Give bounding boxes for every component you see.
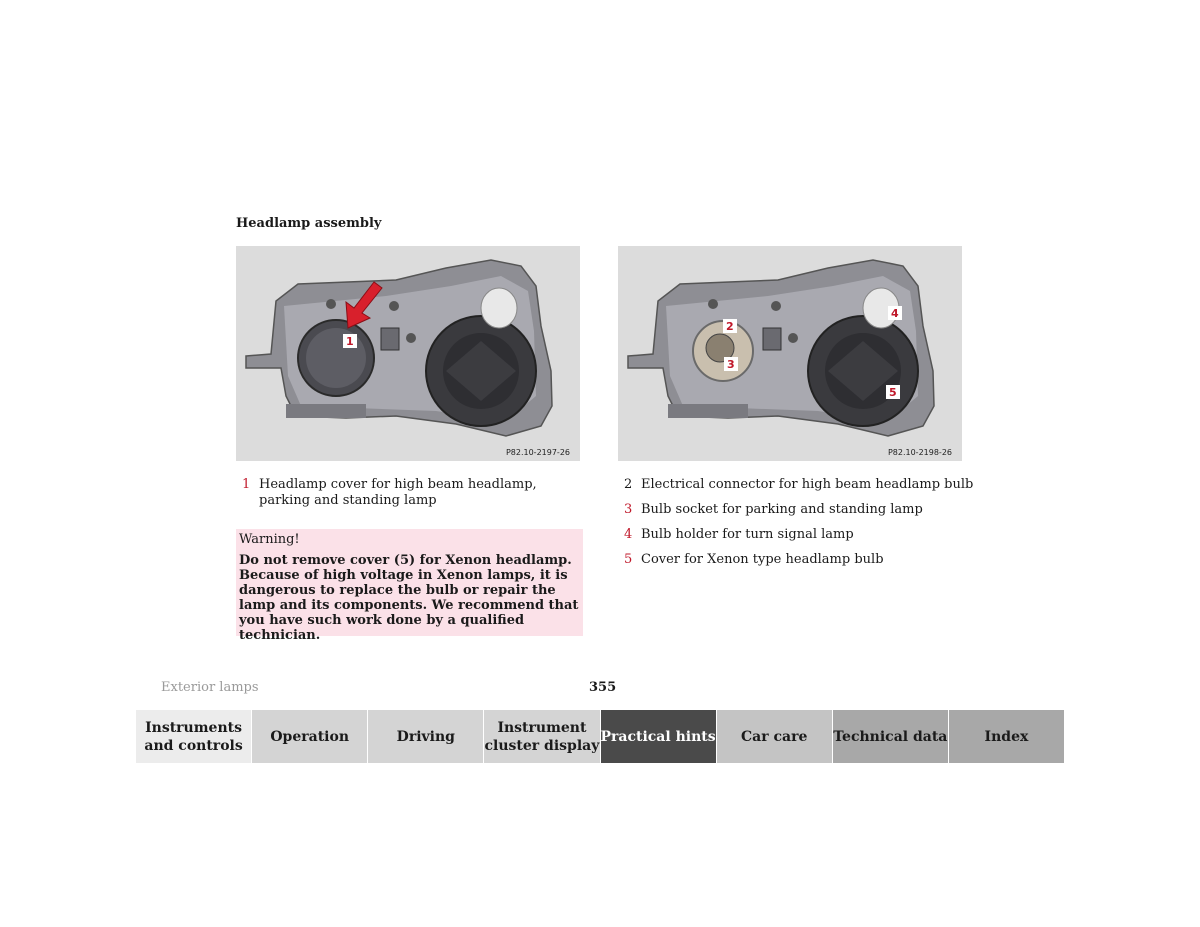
page-number: 355 <box>589 680 617 695</box>
item-text: Bulb socket for parking and standing lamp <box>641 502 923 517</box>
callout-4: 4 <box>891 307 899 320</box>
nav-tab-driving[interactable]: Driving <box>368 710 484 763</box>
nav-tab-car-care[interactable]: Car care <box>717 710 833 763</box>
callout-3: 3 <box>727 358 735 371</box>
list-item <box>624 477 984 493</box>
nav-tab-instrument-cluster-display[interactable]: Instrument cluster display <box>484 710 600 763</box>
list-item <box>242 477 582 509</box>
item-text: Cover for Xenon type headlamp bulb <box>641 552 884 567</box>
callout-2: 2 <box>726 320 734 333</box>
nav-tab-operation[interactable]: Operation <box>252 710 368 763</box>
chapter-nav <box>136 710 1064 763</box>
nav-tab-instruments-and-controls[interactable]: Instruments and controls <box>136 710 252 763</box>
list-item <box>624 552 984 568</box>
headlamp-illustration-left <box>236 246 580 461</box>
headlamp-figure-right <box>618 246 962 461</box>
headlamp-illustration-right <box>618 246 962 461</box>
warning-body: Do not remove cover (5) for Xenon headlamp. Because of high voltage in Xenon lamps, it is dangerous to replace the bulb or repair the lamp and its components. We recommend that you have such work done by a qualified technician. <box>239 553 579 643</box>
headlamp-figure-left <box>236 246 580 461</box>
warning-title: Warning! <box>239 532 300 547</box>
figure-code-right: P82.10-2198-26 <box>887 448 952 457</box>
item-number: 3 <box>624 502 633 517</box>
callout-5: 5 <box>889 386 897 399</box>
nav-tab-practical-hints[interactable]: Practical hints <box>601 710 717 763</box>
callout-1: 1 <box>346 335 354 348</box>
list-item <box>624 502 984 518</box>
figure-code-left: P82.10-2197-26 <box>505 448 570 457</box>
nav-tab-technical-data[interactable]: Technical data <box>833 710 949 763</box>
section-heading: Headlamp assembly <box>236 216 382 231</box>
item-number: 1 <box>242 477 251 492</box>
warning-box <box>236 529 583 643</box>
footer-section-title: Exterior lamps <box>161 680 259 695</box>
item-text: Electrical connector for high beam headlamp bulb <box>641 477 974 492</box>
list-item <box>624 527 984 543</box>
item-text: Headlamp cover for high beam headlamp, parking and standing lamp <box>259 477 537 508</box>
item-number: 2 <box>624 477 633 492</box>
legend-list-right <box>624 477 984 577</box>
nav-tab-index[interactable]: Index <box>949 710 1064 763</box>
item-number: 5 <box>624 552 633 567</box>
item-text: Bulb holder for turn signal lamp <box>641 527 854 542</box>
legend-list-left <box>242 477 582 518</box>
item-number: 4 <box>624 527 633 542</box>
